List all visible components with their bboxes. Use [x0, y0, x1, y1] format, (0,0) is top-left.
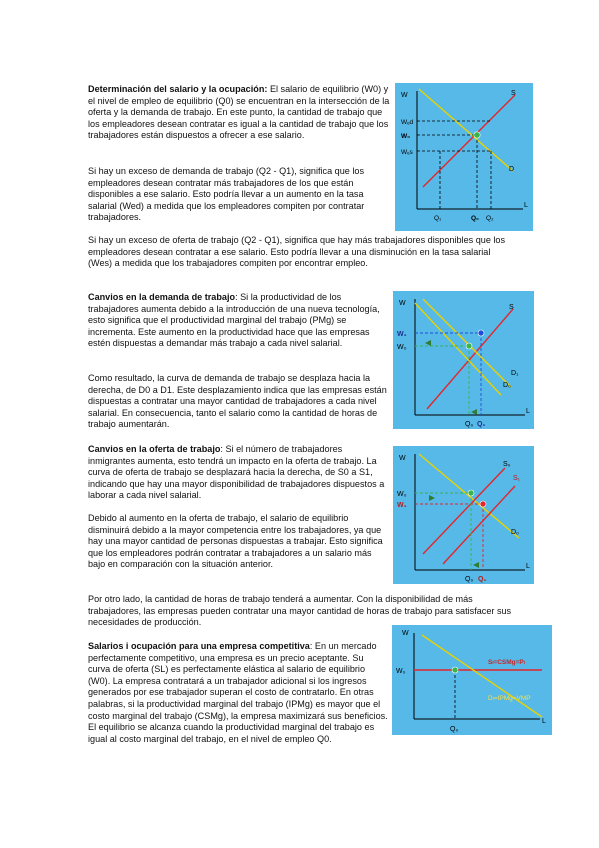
q2-label: Q₂ [486, 215, 494, 222]
section1-paragraph3: Si hay un exceso de oferta de trabajo (Q2 - Q1), significa que hay más trabajadores disponibles que los empleadores desean contratar a ese salario. Esto podría llevar a una disminución en la tasa salarial (Wes) a medida que los trabajadores compiten por encontrar empleo. [88, 235, 506, 269]
new-equilibrium-point [480, 501, 486, 507]
s0-label: S₀ [503, 461, 511, 468]
section3-paragraph1 [88, 444, 388, 502]
figure-labor-market-equilibrium [395, 83, 533, 231]
w-axis-label: W [399, 300, 406, 307]
wes-label: Wₑs [401, 149, 413, 156]
q0-label: Q₀ [471, 215, 479, 222]
d1-label: D₁ [511, 370, 519, 377]
q0-label: Q₀ [465, 576, 474, 583]
section2-paragraph1 [88, 292, 388, 350]
wed-label: Wₑd [401, 119, 414, 126]
w0-label: W₀ [397, 491, 407, 498]
section1-paragraph2: Si hay un exceso de demanda de trabajo (Q2 - Q1), significa que los empleadores desean contratar más trabajadores de los que están disponibles a ese salario. Esto podría llevar a un aumento en la tasa salarial (Wed) a medida que los empleadores compiten por contratar trabajadores. [88, 166, 365, 223]
l-axis-label: L [542, 718, 546, 725]
l-axis-label: L [524, 202, 528, 209]
section3-heading: Canvios en la oferta de trabajo [88, 444, 221, 454]
q1-label: Q₁ [434, 215, 442, 222]
d0-label: D₀ [511, 529, 519, 536]
demand-curve-d0 [415, 303, 501, 395]
section4-text1: : En un mercado perfectamente competitivo, una empresa es un precio aceptante. Su curva de oferta (SL) es perfectamente elástica al salario de equilibrio (W0). La empresa contratará a un trabajador adicional si los ingresos generados por ese trabajador superan el costo de contratarlo. En otras palabras, si la productividad marginal del trabajo (IPMg) es mayor que el costo marginal del trabajo (CSMg), la empresa maximizará sus beneficios. El equilibrio se alcanza cuando la productividad marginal del trabajo es igual al costo marginal del trabajo, en el nivel de empleo Q0. [88, 641, 388, 744]
d-label: D [509, 166, 515, 173]
w0-label: W₀ [397, 344, 407, 351]
l-axis-label: L [526, 563, 530, 570]
w-axis-label: W [401, 92, 408, 99]
equilibrium-point [452, 667, 458, 673]
w0-label: W₀ [401, 133, 411, 140]
initial-equilibrium-point [466, 343, 472, 349]
section1-heading: Determinación del salario y la ocupación: [88, 84, 268, 94]
demand-curve [422, 635, 542, 717]
d0-label: D₀ [503, 382, 511, 389]
demand-curve [419, 89, 513, 171]
section2-heading: Canvios en la demanda de trabajo [88, 292, 236, 302]
figure-demand-shift [393, 291, 534, 429]
section3-text1: : Si el número de trabajadores inmigrantes aumenta, esto tendrá un impacto en la oferta de trabajo. La curva de oferta de trabajo se desplazará hacia la derecha, de S0 a S1, indicando que hay una mayor disponibilidad de trabajadores dispuestos a laborar a cada nivel salarial. [88, 444, 385, 501]
q1-label: Q₁ [478, 576, 487, 583]
initial-equilibrium-point [468, 490, 474, 496]
w-axis-label: W [402, 630, 409, 637]
equilibrium-point [474, 132, 480, 138]
new-equilibrium-point [478, 330, 484, 336]
section1-paragraph1 [88, 84, 391, 142]
section4-paragraph1 [88, 641, 388, 745]
q1-label: Q₁ [477, 421, 486, 428]
w-axis-label: W [399, 455, 406, 462]
s-label: S [511, 90, 516, 97]
w1-label: W₁ [397, 331, 407, 338]
figure-supply-shift [393, 446, 534, 584]
q0-label: Q₀ [465, 421, 474, 428]
section4-heading: Salarios i ocupación para una empresa competitiva [88, 641, 310, 651]
sl-label: Sₗ=CSMg=Pₗ [488, 659, 525, 666]
w0-label: W₀ [396, 668, 406, 675]
w1-label: W₁ [397, 502, 407, 509]
section2-paragraph2: Como resultado, la curva de demanda de trabajo se desplaza hacia la derecha, de D0 a D1. Este desplazamiento indica que las empresas están dispuestas a contratar una mayor cantidad de trabajadores a cada nivel salarial. En consecuencia, tanto el salario como la cantidad de horas de trabajo aumentarán. [88, 373, 387, 430]
q0-label: Q₀ [450, 726, 459, 733]
section1-text1: El salario de equilibrio (W0) y el nivel de empleo de equilibrio (Q0) se encuentran en la intersección de la oferta y la demanda de trabajo. En este punto, la cantidad de trabajo que los empleadores desean contratar es igual a la cantidad de trabajo que los trabajadores están dispuestos a ofrecer a ese salario. [88, 84, 390, 141]
dl-label: Dₗ=IPMg=VMP [488, 695, 531, 702]
supply-curve [423, 95, 515, 187]
demand-curve-d1 [423, 299, 511, 387]
figure-competitive-firm [392, 625, 552, 735]
s-label: S [509, 304, 514, 311]
l-axis-label: L [526, 408, 530, 415]
section2-text1: : Si la productividad de los trabajadores aumenta debido a la introducción de una nueva tecnología, esto significa que el productividad marginal del trabajo (PMg) se incrementa. Este aumento en la productividad hace que las empresas estén dispuestas a demandar más trabajo a cada nivel salarial. [88, 292, 380, 349]
section3-paragraph2: Debido al aumento en la oferta de trabajo, el salario de equilibrio disminuirá debido a la mayor competencia entre los trabajadores, ya que hay una mayor cantidad de personas dispuestas a trabajar. Esto significa que los empleadores podrán contratar a trabajadores a un salario más bajo en comparación con la situación anterior. [88, 513, 383, 570]
s1-label: S₁ [513, 475, 521, 482]
section3-paragraph3: Por otro lado, la cantidad de horas de trabajo tenderá a aumentar. Con la disponibilidad de más trabajadores, las empresas pueden contratar una mayor cantidad de horas de trabajo para satisfacer sus necesidades de producción. [88, 594, 512, 628]
